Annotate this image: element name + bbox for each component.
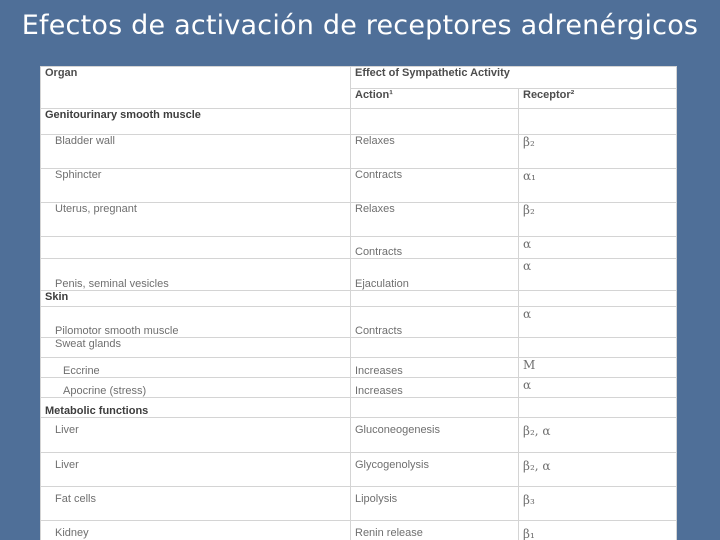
organ-cell: Kidney xyxy=(41,521,351,540)
receptor-cell: α xyxy=(519,307,677,338)
table-row xyxy=(41,487,677,521)
table-row xyxy=(41,453,677,487)
action-cell: Ejaculation xyxy=(351,259,519,291)
header-effect-group: Effect of Sympathetic Activity xyxy=(351,67,677,89)
table-row xyxy=(41,358,677,378)
action-cell: Relaxes xyxy=(351,135,519,169)
receptor-cell: β₂ xyxy=(519,203,677,237)
receptor-cell xyxy=(519,109,677,135)
receptor-cell xyxy=(519,398,677,418)
table-row xyxy=(41,521,677,540)
action-cell xyxy=(351,291,519,307)
receptor-cell xyxy=(519,338,677,358)
organ-cell: Liver xyxy=(41,453,351,487)
action-cell: Glycogenolysis xyxy=(351,453,519,487)
organ-cell: Penis, seminal vesicles xyxy=(41,259,351,291)
action-cell: Contracts xyxy=(351,237,519,259)
table-row xyxy=(41,237,677,259)
table-row xyxy=(41,307,677,338)
table-row xyxy=(41,338,677,358)
receptor-cell: β₂, α xyxy=(519,453,677,487)
action-cell: Contracts xyxy=(351,307,519,338)
receptor-cell: β₂ xyxy=(519,135,677,169)
action-cell: Relaxes xyxy=(351,203,519,237)
organ-cell: Liver xyxy=(41,418,351,453)
organ-cell: Bladder wall xyxy=(41,135,351,169)
table-row xyxy=(41,259,677,291)
action-cell xyxy=(351,398,519,418)
action-cell: Increases xyxy=(351,358,519,378)
action-cell: Contracts xyxy=(351,169,519,203)
action-cell: Renin release xyxy=(351,521,519,540)
organ-cell: Apocrine (stress) xyxy=(41,378,351,398)
organ-cell: Sphincter xyxy=(41,169,351,203)
table-row xyxy=(41,109,677,135)
table-row xyxy=(41,418,677,453)
organ-cell: Eccrine xyxy=(41,358,351,378)
table-row xyxy=(41,378,677,398)
receptor-cell: β₃ xyxy=(519,487,677,521)
receptor-cell: α xyxy=(519,237,677,259)
action-cell xyxy=(351,338,519,358)
organ-cell: Genitourinary smooth muscle xyxy=(41,109,351,135)
organ-cell: Fat cells xyxy=(41,487,351,521)
organ-cell: Sweat glands xyxy=(41,338,351,358)
table-row xyxy=(41,203,677,237)
organ-cell xyxy=(41,237,351,259)
header-receptor: Receptor² xyxy=(519,89,677,109)
receptor-cell: β₂, α xyxy=(519,418,677,453)
action-cell: Lipolysis xyxy=(351,487,519,521)
action-cell: Increases xyxy=(351,378,519,398)
receptor-cell: M xyxy=(519,358,677,378)
organ-cell: Metabolic functions xyxy=(41,398,351,418)
header-action: Action¹ xyxy=(351,89,519,109)
receptor-table xyxy=(40,66,677,540)
table-row xyxy=(41,169,677,203)
action-cell: Gluconeogenesis xyxy=(351,418,519,453)
organ-cell: Pilomotor smooth muscle xyxy=(41,307,351,338)
receptor-cell xyxy=(519,291,677,307)
receptor-cell: α xyxy=(519,378,677,398)
table-row xyxy=(41,291,677,307)
receptor-cell: α xyxy=(519,259,677,291)
header-row-1 xyxy=(41,67,677,89)
receptor-cell: β₁ xyxy=(519,521,677,540)
organ-cell: Uterus, pregnant xyxy=(41,203,351,237)
table-row xyxy=(41,135,677,169)
header-organ: Organ xyxy=(41,67,351,109)
receptor-cell: α₁ xyxy=(519,169,677,203)
table-image xyxy=(40,66,677,540)
action-cell xyxy=(351,109,519,135)
table-row xyxy=(41,398,677,418)
organ-cell: Skin xyxy=(41,291,351,307)
slide-title: Efectos de activación de receptores adrenérgicos xyxy=(21,10,699,41)
